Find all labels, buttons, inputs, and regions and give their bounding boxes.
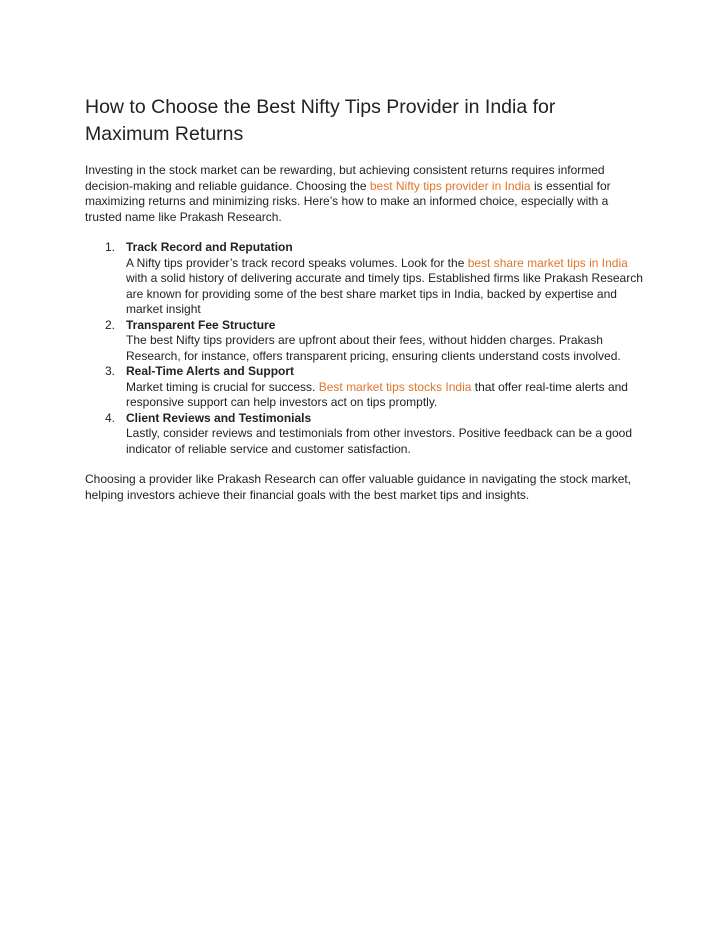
list-item-body: Lastly, consider reviews and testimonials from other investors. Positive feedback can be a good indicator of reliable service and customer satisfaction.: [126, 426, 633, 456]
list-item-heading: Real-Time Alerts and Support: [126, 364, 295, 378]
list-item-number: 4.: [105, 410, 116, 425]
document-page: [85, 94, 645, 503]
list-item-body: [126, 256, 645, 318]
intro-text-after: is essential for maximizing returns and minimizing risks. Here’s how to make an informed choice, especially with a trusted name like Prakash Research.: [85, 178, 611, 224]
conclusion-paragraph: Choosing a provider like Prakash Research can offer valuable guidance in navigating the stock market, helping investors achieve their financial goals with the best market tips and insights.: [85, 472, 632, 502]
list-item-alerts-support: [85, 364, 645, 411]
list-item-heading: Transparent Fee Structure: [126, 317, 276, 332]
list-item-text-after: that offer real-time alerts and responsive support can help investors act on tips promptly.: [126, 379, 628, 409]
best-market-tips-stocks-link[interactable]: Best market tips stocks India: [318, 379, 472, 394]
document-title: How to Choose the Best Nifty Tips Provider in India for Maximum Returns: [85, 96, 556, 145]
list-item-heading: Track Record and Reputation: [126, 240, 293, 254]
best-share-market-tips-link[interactable]: best share market tips in India: [467, 255, 628, 270]
list-item-heading: Client Reviews and Testimonials: [126, 410, 312, 425]
best-nifty-tips-link[interactable]: best Nifty tips provider in India: [369, 178, 531, 193]
list-item-number: 2.: [105, 317, 116, 332]
list-item-body: The best Nifty tips providers are upfront about their fees, without hidden charges. Prakash Research, for instance, offers transparent pricing, ensuring clients understand costs involved.: [126, 333, 621, 363]
list-item-number: 1.: [105, 240, 116, 254]
list-item-track-record: [85, 240, 645, 318]
list-item-text-after: with a solid history of delivering accurate and timely tips. Established firms like Prakash Research are known for providing some of the best share market tips in India, backed by expertise and market insight: [126, 271, 643, 316]
list-item-text-before: A Nifty tips provider’s track record speaks volumes. Look for the: [126, 255, 468, 270]
list-item-text-before: Market timing is crucial for success.: [126, 379, 319, 394]
intro-paragraph: [85, 163, 645, 225]
list-item-body: [126, 380, 645, 411]
tips-list: [85, 240, 645, 457]
list-item-fee-structure: [85, 318, 645, 365]
list-item-number: 3.: [105, 364, 116, 378]
intro-text-before: Investing in the stock market can be rewarding, but achieving consistent returns requires informed decision-making and reliable guidance. Choosing the: [85, 163, 605, 193]
list-item-reviews: [85, 411, 645, 458]
